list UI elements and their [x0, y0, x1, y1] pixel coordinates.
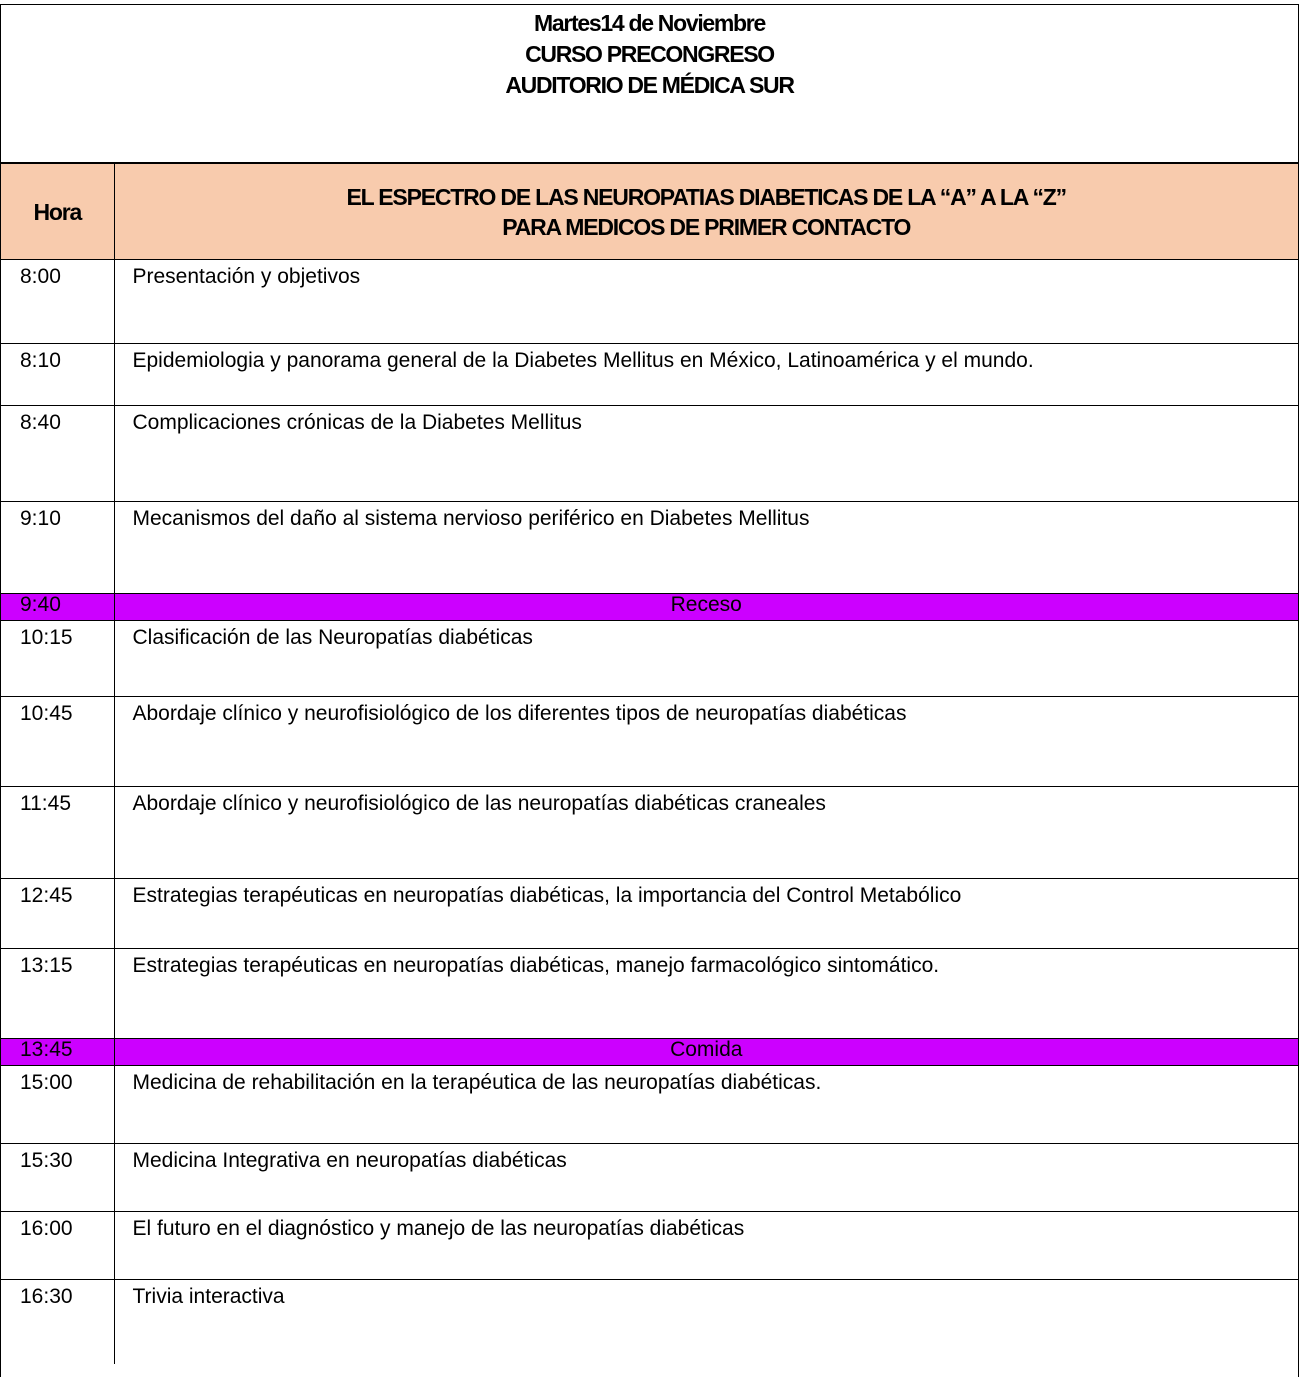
table-row	[1, 787, 1298, 879]
time-cell: 8:40	[1, 406, 114, 502]
break-label: Receso	[114, 594, 1298, 621]
topic-cell: Presentación y objetivos	[114, 260, 1298, 344]
table-row	[1, 1144, 1298, 1212]
table-row	[1, 879, 1298, 949]
table-row	[1, 1280, 1298, 1364]
topic-cell: Estrategias terapéuticas en neuropatías diabéticas, la importancia del Control Metabólico	[114, 879, 1298, 949]
time-cell: 11:45	[1, 787, 114, 879]
time-cell: 16:00	[1, 1212, 114, 1280]
venue: AUDITORIO DE MÉDICA SUR	[505, 72, 794, 98]
topic-cell: Medicina Integrativa en neuropatías diabéticas	[114, 1144, 1298, 1212]
time-cell: 15:00	[1, 1066, 114, 1144]
course-type: CURSO PRECONGRESO	[525, 41, 774, 67]
time-cell: 15:30	[1, 1144, 114, 1212]
break-label: Comida	[114, 1039, 1298, 1066]
topic-cell: Abordaje clínico y neurofisiológico de las neuropatías diabéticas craneales	[114, 787, 1298, 879]
table-row	[1, 260, 1298, 344]
course-title-line: PARA MEDICOS DE PRIMER CONTACTO	[502, 213, 911, 240]
table-row	[1, 406, 1298, 502]
table-row	[1, 621, 1298, 697]
break-row	[1, 594, 1298, 621]
time-cell: 12:45	[1, 879, 114, 949]
table-header-row	[1, 164, 1298, 260]
break-row	[1, 1039, 1298, 1066]
event-date: Martes14 de Noviembre	[534, 10, 765, 36]
table-row	[1, 949, 1298, 1039]
table-row	[1, 344, 1298, 406]
time-cell: 8:10	[1, 344, 114, 406]
topic-cell: Clasificación de las Neuropatías diabéticas	[114, 621, 1298, 697]
hour-column-header: Hora	[1, 164, 114, 260]
course-title	[114, 164, 1298, 260]
time-cell: 16:30	[1, 1280, 114, 1364]
time-cell: 8:00	[1, 260, 114, 344]
topic-cell: Estrategias terapéuticas en neuropatías diabéticas, manejo farmacológico sintomático.	[114, 949, 1298, 1039]
time-cell: 13:15	[1, 949, 114, 1039]
schedule-table	[1, 163, 1298, 1364]
time-cell: 13:45	[1, 1039, 114, 1066]
table-row	[1, 697, 1298, 787]
topic-cell: Trivia interactiva	[114, 1280, 1298, 1364]
program-sheet	[0, 4, 1299, 1377]
table-row	[1, 1066, 1298, 1144]
title-block	[1, 5, 1298, 163]
topic-cell: Medicina de rehabilitación en la terapéutica de las neuropatías diabéticas.	[114, 1066, 1298, 1144]
topic-cell: Abordaje clínico y neurofisiológico de los diferentes tipos de neuropatías diabéticas	[114, 697, 1298, 787]
topic-cell: Mecanismos del daño al sistema nervioso periférico en Diabetes Mellitus	[114, 502, 1298, 594]
time-cell: 9:10	[1, 502, 114, 594]
topic-cell: Complicaciones crónicas de la Diabetes Mellitus	[114, 406, 1298, 502]
time-cell: 10:45	[1, 697, 114, 787]
topic-cell: El futuro en el diagnóstico y manejo de las neuropatías diabéticas	[114, 1212, 1298, 1280]
topic-cell: Epidemiologia y panorama general de la Diabetes Mellitus en México, Latinoamérica y el mundo.	[114, 344, 1298, 406]
table-row	[1, 1212, 1298, 1280]
time-cell: 10:15	[1, 621, 114, 697]
table-row	[1, 502, 1298, 594]
time-cell: 9:40	[1, 594, 114, 621]
course-title-line: EL ESPECTRO DE LAS NEUROPATIAS DIABETICAS DE LA “A” A LA “Z”	[346, 183, 1066, 210]
